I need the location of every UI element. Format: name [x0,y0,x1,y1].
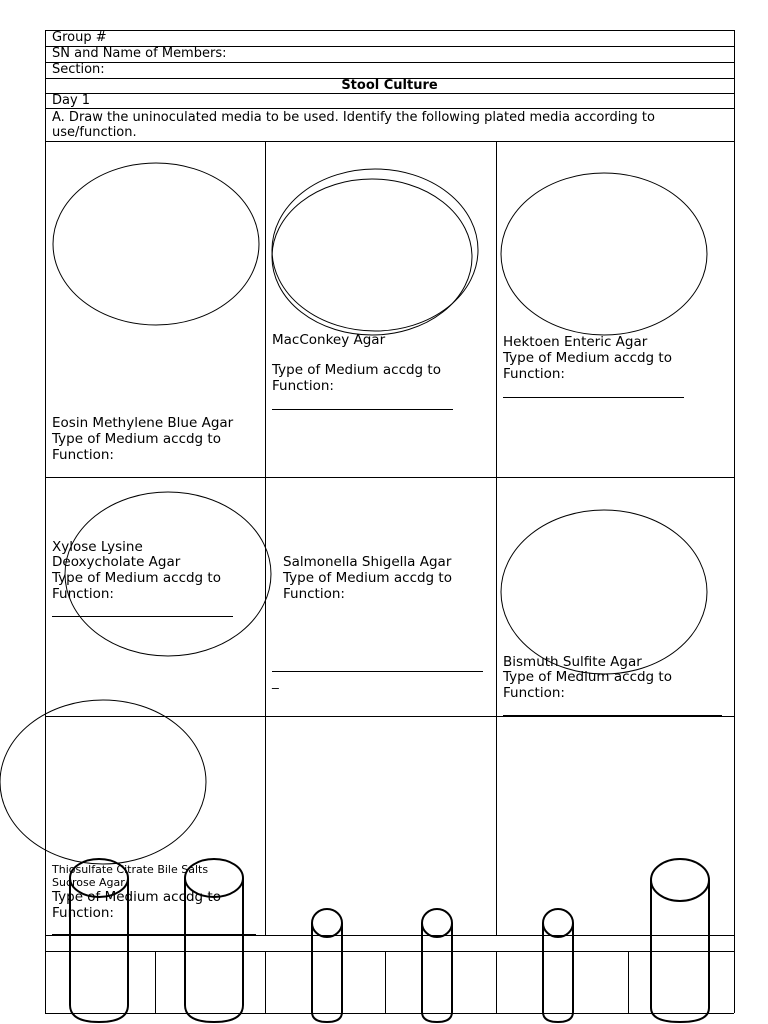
members-label: SN and Name of Members: [52,46,227,61]
medium-name: MacConkey Agar [272,332,386,348]
medium-prompt: Type of Medium accdg to Function: [272,362,441,394]
medium-name-line2: Deoxycholate Agar [52,554,181,570]
section-label: Section: [52,62,105,77]
medium-prompt: Type of Medium accdg to Function: [52,889,221,921]
test-tube-drawing [185,859,243,1022]
petri-plate-drawing [501,173,707,335]
medium-name-line2: Sucrose Agar [52,876,125,889]
medium-name: Eosin Methylene Blue Agar [52,415,234,431]
trailing-underscore: _ [272,674,279,690]
day-label: Day 1 [52,93,91,108]
instruction-text: A. Draw the uninoculated media to be used. Identify the following plated media according to use/function. [52,110,655,140]
medium-name: Hektoen Enteric Agar [503,334,648,350]
page-title: Stool Culture [341,78,438,93]
test-tube-drawing [651,859,709,1022]
petri-plate-drawing [272,169,478,331]
medium-name: Salmonella Shigella Agar [283,554,452,570]
test-tube-drawing [70,859,128,1022]
medium-prompt: Type of Medium accdg to Function: [52,431,221,463]
petri-plate-drawing [53,163,259,325]
test-tube-drawing [422,909,452,1022]
medium-prompt: Type of Medium accdg to Function: [503,669,672,701]
medium-prompt: Type of Medium accdg to Function: [503,350,672,382]
test-tube-drawing [543,909,573,1022]
test-tube-drawing [312,909,342,1022]
petri-plate-drawing [501,510,707,674]
medium-name-line1: Thiosulfate Citrate Bile Salts [52,863,209,876]
petri-plate-drawing [0,700,206,864]
petri-plate-drawing [65,492,271,656]
medium-prompt: Type of Medium accdg to Function: [52,570,221,602]
group-label: Group # [52,30,107,45]
medium-name-line1: Xylose Lysine [52,539,143,555]
medium-name: Bismuth Sulfite Agar [503,654,642,670]
medium-prompt: Type of Medium accdg to Function: [283,570,452,602]
